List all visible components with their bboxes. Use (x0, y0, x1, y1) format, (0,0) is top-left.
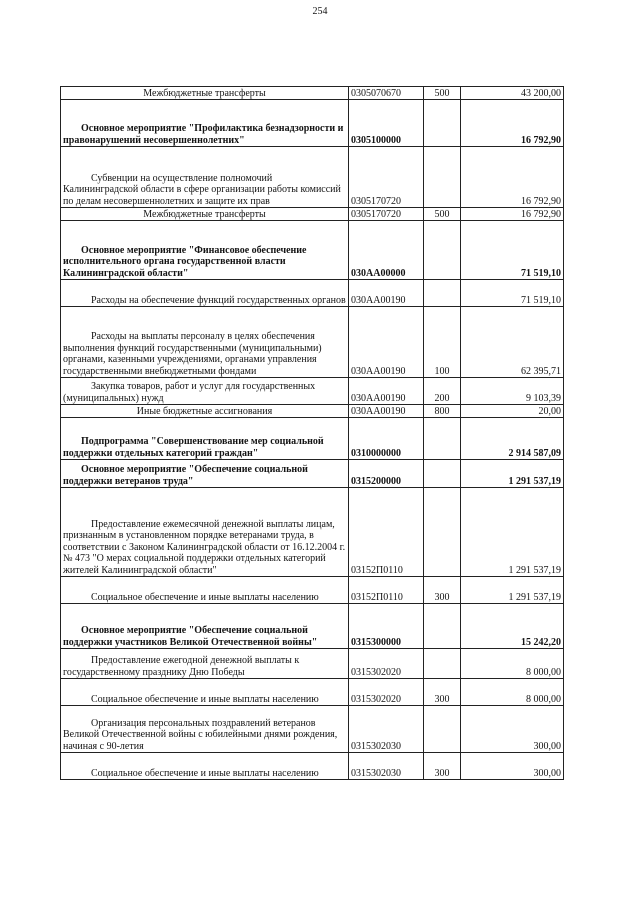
table-row (61, 147, 564, 208)
table-row (61, 460, 564, 488)
row-amount-cell: 1 291 537,19 (461, 577, 564, 604)
table-row (61, 706, 564, 753)
row-amount-cell: 300,00 (461, 753, 564, 780)
budget-table (60, 86, 564, 780)
row-expense-type-cell (424, 147, 461, 208)
row-name-cell: Подпрограмма "Совершенствование мер социальной поддержки отдельных категорий граждан" (61, 418, 349, 460)
budget-table-body (61, 87, 564, 780)
table-row (61, 679, 564, 706)
row-expense-type-cell: 800 (424, 405, 461, 418)
table-row (61, 100, 564, 147)
row-expense-type-cell: 300 (424, 679, 461, 706)
table-row (61, 221, 564, 280)
row-code-cell: 030АА00190 (349, 405, 424, 418)
row-code-cell: 0315302020 (349, 679, 424, 706)
row-expense-type-cell: 500 (424, 208, 461, 221)
row-name-cell: Закупка товаров, работ и услуг для государственных (муниципальных) нужд (61, 378, 349, 405)
row-code-cell: 0310000000 (349, 418, 424, 460)
row-expense-type-cell (424, 649, 461, 679)
row-amount-cell: 2 914 587,09 (461, 418, 564, 460)
row-amount-cell: 300,00 (461, 706, 564, 753)
row-name-cell: Расходы на выплаты персоналу в целях обеспечения выполнения функций государственными (муниципальными) органами, казенными учреждениями, органами управления государственными внебюджетными фондами (61, 307, 349, 378)
row-amount-cell: 15 242,20 (461, 604, 564, 649)
row-code-cell: 030АА00190 (349, 378, 424, 405)
row-amount-cell: 16 792,90 (461, 208, 564, 221)
table-row (61, 488, 564, 577)
table-row (61, 208, 564, 221)
row-expense-type-cell: 200 (424, 378, 461, 405)
row-name-cell: Социальное обеспечение и иные выплаты населению (61, 679, 349, 706)
row-name-cell: Предоставление ежегодной денежной выплаты к государственному празднику Дню Победы (61, 649, 349, 679)
row-amount-cell: 16 792,90 (461, 147, 564, 208)
row-code-cell: 0315302030 (349, 706, 424, 753)
row-expense-type-cell: 300 (424, 577, 461, 604)
row-code-cell: 0315200000 (349, 460, 424, 488)
table-row (61, 649, 564, 679)
row-name-cell: Субвенции на осуществление полномочий Калининградской области в сфере организации работы комиссий по делам несовершеннолетних и защите их прав (61, 147, 349, 208)
row-expense-type-cell: 100 (424, 307, 461, 378)
row-code-cell: 0315302030 (349, 753, 424, 780)
row-code-cell: 03152П0110 (349, 488, 424, 577)
row-amount-cell: 62 395,71 (461, 307, 564, 378)
row-name-cell: Организация персональных поздравлений ветеранов Великой Отечественной войны с юбилейными днями рождения, начиная с 90-летия (61, 706, 349, 753)
table-row (61, 405, 564, 418)
row-name-cell: Предоставление ежемесячной денежной выплаты лицам, признанным в установленном порядке ветеранами труда, в соответствии с Законом Калининградской области от 16.12.2004 г. № 473 "О мерах социальной поддержки отдельных категорий жителей Калининградской области" (61, 488, 349, 577)
row-amount-cell: 8 000,00 (461, 679, 564, 706)
row-amount-cell: 16 792,90 (461, 100, 564, 147)
row-expense-type-cell: 300 (424, 753, 461, 780)
row-code-cell: 030АА00190 (349, 307, 424, 378)
table-row (61, 378, 564, 405)
row-name-cell: Социальное обеспечение и иные выплаты населению (61, 577, 349, 604)
row-name-cell: Межбюджетные трансферты (61, 87, 349, 100)
page-number: 254 (312, 6, 328, 17)
row-code-cell: 0305100000 (349, 100, 424, 147)
row-amount-cell: 8 000,00 (461, 649, 564, 679)
row-code-cell: 030АА00000 (349, 221, 424, 280)
row-name-cell: Социальное обеспечение и иные выплаты населению (61, 753, 349, 780)
row-code-cell: 03152П0110 (349, 577, 424, 604)
row-code-cell: 0315300000 (349, 604, 424, 649)
row-name-cell: Основное мероприятие "Финансовое обеспечение исполнительного органа государственной власти Калининградской области" (61, 221, 349, 280)
row-code-cell: 0305170720 (349, 208, 424, 221)
row-name-cell: Основное мероприятие "Обеспечение социальной поддержки ветеранов труда" (61, 460, 349, 488)
row-expense-type-cell (424, 460, 461, 488)
row-expense-type-cell (424, 418, 461, 460)
row-expense-type-cell (424, 100, 461, 147)
row-expense-type-cell (424, 706, 461, 753)
row-code-cell: 030АА00190 (349, 280, 424, 307)
table-row (61, 87, 564, 100)
row-expense-type-cell (424, 604, 461, 649)
table-row (61, 577, 564, 604)
row-amount-cell: 1 291 537,19 (461, 488, 564, 577)
row-amount-cell: 9 103,39 (461, 378, 564, 405)
row-name-cell: Расходы на обеспечение функций государственных органов (61, 280, 349, 307)
row-amount-cell: 1 291 537,19 (461, 460, 564, 488)
row-name-cell: Основное мероприятие "Обеспечение социальной поддержки участников Великой Отечественной войны" (61, 604, 349, 649)
row-amount-cell: 71 519,10 (461, 280, 564, 307)
row-amount-cell: 71 519,10 (461, 221, 564, 280)
row-expense-type-cell (424, 280, 461, 307)
row-name-cell: Иные бюджетные ассигнования (61, 405, 349, 418)
row-code-cell: 0315302020 (349, 649, 424, 679)
table-row (61, 418, 564, 460)
row-name-cell: Основное мероприятие "Профилактика безнадзорности и правонарушений несовершеннолетних" (61, 100, 349, 147)
table-row (61, 280, 564, 307)
row-amount-cell: 20,00 (461, 405, 564, 418)
row-expense-type-cell (424, 221, 461, 280)
table-row (61, 604, 564, 649)
row-expense-type-cell (424, 488, 461, 577)
row-expense-type-cell: 500 (424, 87, 461, 100)
row-name-cell: Межбюджетные трансферты (61, 208, 349, 221)
table-row (61, 307, 564, 378)
row-code-cell: 0305070670 (349, 87, 424, 100)
row-code-cell: 0305170720 (349, 147, 424, 208)
table-row (61, 753, 564, 780)
row-amount-cell: 43 200,00 (461, 87, 564, 100)
